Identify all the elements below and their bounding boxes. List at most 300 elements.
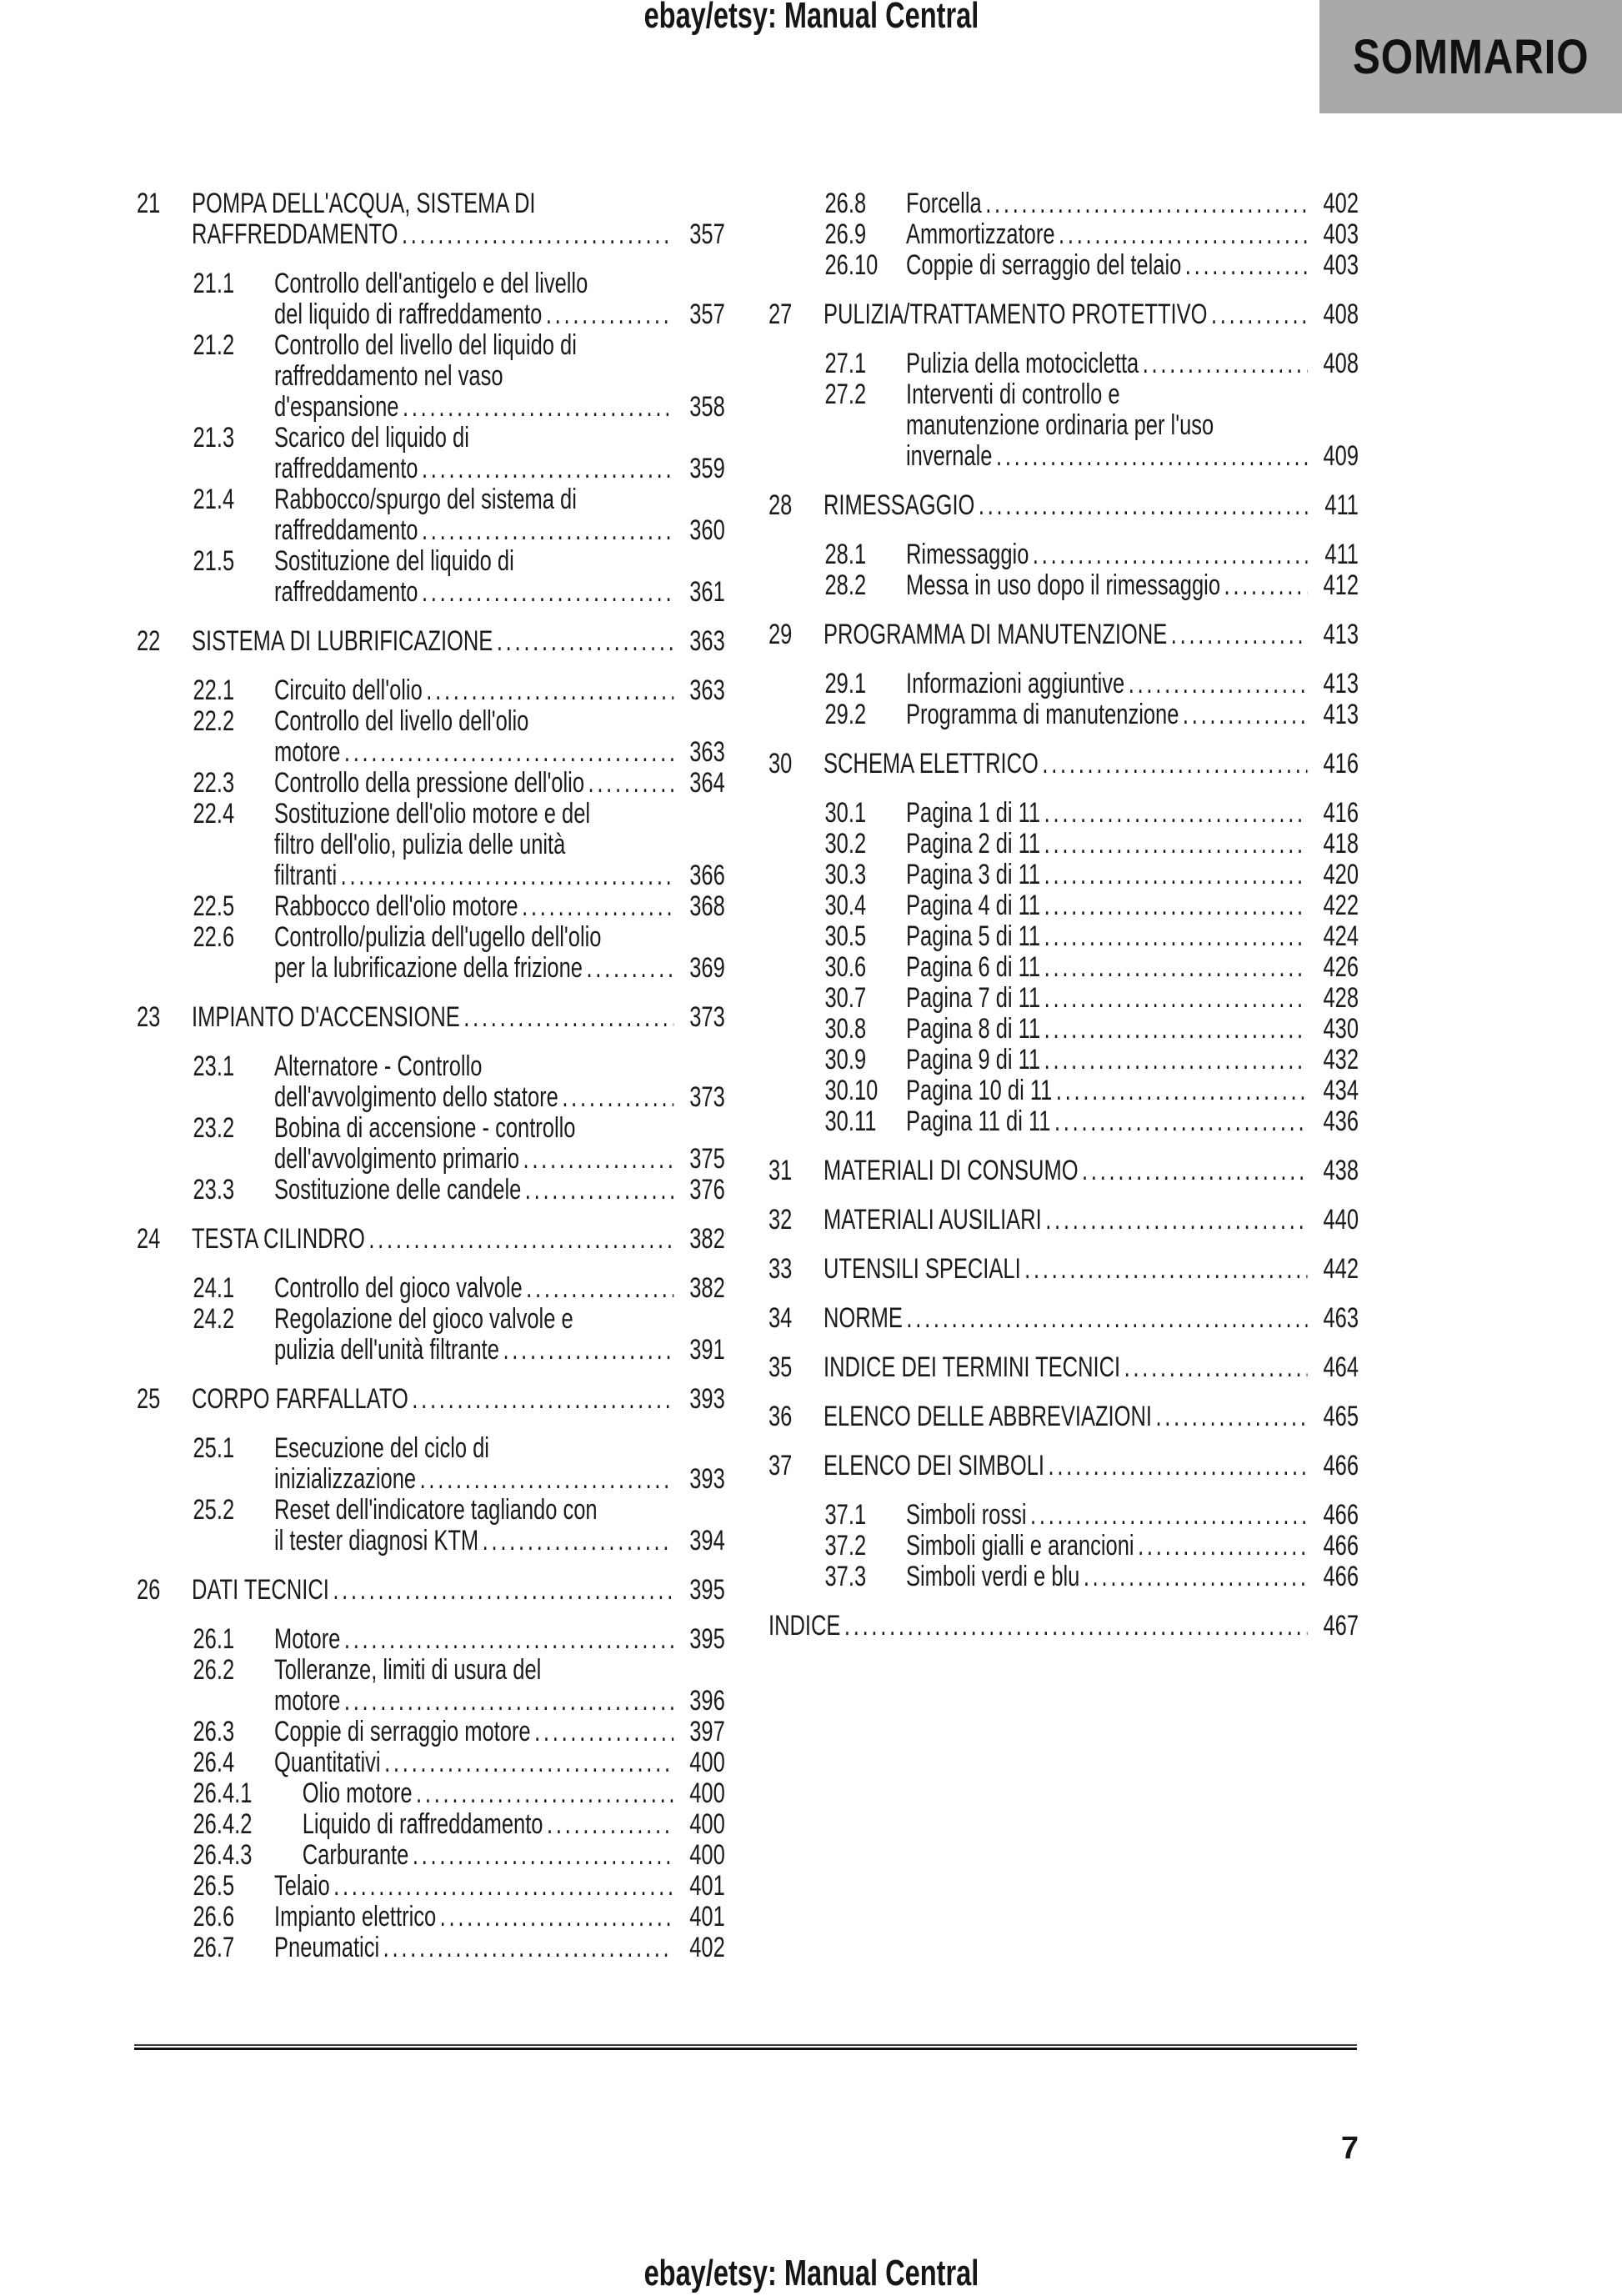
entry-body: [906, 669, 1359, 699]
toc-section-entry: [193, 1655, 725, 1717]
entry-body: [274, 768, 725, 799]
chapter-block: [137, 1224, 725, 1366]
entry-body: [274, 330, 725, 423]
entry-number: 30.3: [824, 859, 867, 890]
dot-leader: [1044, 952, 1308, 983]
entry-title-line: Impianto elettrico: [274, 1901, 437, 1933]
entry-title-line: filtranti: [274, 860, 338, 891]
entry-number: 26.7: [193, 1932, 235, 1963]
entry-title-line: Sostituzione delle candele: [274, 1174, 522, 1206]
dot-leader: [1143, 348, 1308, 379]
entry-title-line: Regolazione del gioco valvole e: [274, 1303, 573, 1335]
dot-leader: [1024, 1254, 1307, 1285]
entry-line: [824, 1451, 1359, 1481]
dot-leader: [1044, 983, 1308, 1014]
entry-body: [274, 1175, 725, 1206]
entry-title-line: Forcella: [906, 188, 982, 219]
entry-line: [192, 626, 725, 657]
dot-leader: [1044, 890, 1308, 921]
entry-line: [906, 669, 1359, 699]
dot-leader: [906, 1303, 1307, 1334]
dot-leader: [463, 1002, 673, 1033]
entry-line: [906, 699, 1359, 730]
entry-body: [906, 829, 1359, 860]
entry-line: [274, 1144, 725, 1175]
entry-number: 30.1: [824, 797, 867, 829]
entry-title-line: Controllo del gioco valvole: [274, 1272, 523, 1304]
entry-body: [274, 891, 725, 922]
page-ref: 413: [1323, 699, 1359, 730]
entry-title-line: manutenzione ordinaria per l'uso: [906, 409, 1214, 441]
toc-chapter-entry: [768, 1611, 1359, 1642]
entry-line: [906, 570, 1359, 601]
entry-title-line: Controllo del livello del liquido di: [274, 329, 577, 361]
entry-line: [274, 922, 725, 953]
header-watermark-text: ebay/etsy: Manual Central: [643, 0, 979, 36]
toc-subsection-entry: [193, 1840, 725, 1871]
entry-body: [906, 1075, 1359, 1106]
dot-leader: [341, 860, 674, 891]
entry-line: [274, 484, 725, 515]
entry-title-line: Pagina 1 di 11: [906, 797, 1041, 829]
entry-body: [824, 1303, 1359, 1334]
entry-body: [906, 860, 1359, 890]
entry-line: [906, 1500, 1359, 1531]
chapter-block: [768, 1451, 1359, 1592]
entry-line: [274, 330, 725, 361]
entry-title-line: INDICE DEI TERMINI TECNICI: [824, 1351, 1121, 1383]
page-ref: 394: [689, 1525, 725, 1557]
entry-number: 30.4: [824, 890, 867, 921]
entry-title-line: Simboli rossi: [906, 1499, 1027, 1531]
entry-title-line: Pagina 4 di 11: [906, 890, 1041, 921]
section-list: [137, 1273, 725, 1366]
page-ref: 359: [689, 453, 725, 484]
toc-chapter-entry: [137, 1575, 725, 1606]
entry-line: [906, 952, 1359, 983]
entry-line: [824, 1352, 1359, 1383]
toc-section-entry: [193, 1175, 725, 1206]
entry-title-line: Esecuzione del ciclo di: [274, 1432, 489, 1464]
page-ref: 438: [1323, 1155, 1359, 1186]
section-list: [768, 188, 1359, 281]
page-ref: 357: [689, 298, 725, 330]
entry-title-line: Pulizia della motocicletta: [906, 348, 1139, 379]
entry-body: [906, 798, 1359, 829]
entry-line: [906, 1106, 1359, 1137]
entry-line: [274, 830, 725, 860]
entry-title-line: pulizia dell'unità filtrante: [274, 1334, 499, 1366]
toc-section-entry: [193, 484, 725, 546]
entry-title-line: ELENCO DELLE ABBREVIAZIONI: [824, 1401, 1152, 1432]
entry-number: 30.11: [824, 1105, 877, 1137]
section-list: [137, 1051, 725, 1206]
entry-number: 22.4: [193, 798, 235, 830]
entry-number: 24.2: [193, 1303, 235, 1335]
entry-title-line: INDICE: [768, 1610, 841, 1642]
page-ref: 396: [689, 1685, 725, 1717]
entry-number: 29: [768, 619, 793, 650]
section-list: [137, 1433, 725, 1557]
entry-number: 26.6: [193, 1901, 235, 1933]
footer-watermark: [0, 2253, 1622, 2294]
entry-line: [274, 268, 725, 299]
chapter-block: [768, 490, 1359, 601]
page-ref: 424: [1323, 920, 1359, 952]
entry-body: [274, 1495, 725, 1557]
entry-number: 23: [137, 1001, 161, 1033]
page-ref: 403: [1323, 249, 1359, 281]
page-ref: 382: [689, 1272, 725, 1304]
page-ref: 400: [689, 1777, 725, 1809]
entry-number: 31: [768, 1155, 793, 1186]
chapter-block: [768, 1303, 1359, 1334]
dot-leader: [333, 1575, 673, 1606]
toc-section-entry: [193, 1113, 725, 1175]
entry-number: 26.4.1: [193, 1777, 253, 1809]
entry-line: [274, 706, 725, 737]
entry-title-line: Coppie di serraggio del telaio: [906, 249, 1182, 281]
page-ref: 369: [689, 952, 725, 984]
page-ref: 400: [689, 1808, 725, 1840]
dot-leader: [1224, 570, 1308, 601]
entry-title-line: Pagina 7 di 11: [906, 982, 1041, 1014]
page-ref: 402: [1323, 188, 1359, 219]
entry-title-line: d'espansione: [274, 391, 399, 423]
entry-line: [824, 749, 1359, 780]
toc-section-entry: [193, 799, 725, 891]
entry-number: 23.1: [193, 1050, 235, 1082]
toc-section-entry: [825, 188, 1359, 219]
entry-title-line: IMPIANTO D'ACCENSIONE: [192, 1001, 460, 1033]
dot-leader: [985, 188, 1307, 219]
entry-title-line: Pagina 8 di 11: [906, 1013, 1041, 1045]
dot-leader: [1044, 829, 1308, 860]
entry-body: [906, 539, 1359, 570]
dot-leader: [1084, 1562, 1308, 1592]
entry-number: 27.1: [824, 348, 867, 379]
entry-line: [906, 890, 1359, 921]
entry-line: [274, 1655, 725, 1686]
entry-line: [824, 1401, 1359, 1432]
toc-chapter-entry: [137, 1384, 725, 1415]
toc-section-entry: [193, 1902, 725, 1933]
entry-line: [906, 1075, 1359, 1106]
toc-section-entry: [193, 1273, 725, 1304]
toc-chapter-entry: [768, 1156, 1359, 1186]
entry-body: [274, 1273, 725, 1304]
entry-line: [906, 829, 1359, 860]
entry-title-line: Scarico del liquido di: [274, 422, 469, 454]
page-ref: 375: [689, 1143, 725, 1175]
entry-title-line: Motore: [274, 1623, 341, 1655]
dot-leader: [1054, 1106, 1308, 1137]
toc-section-entry: [825, 219, 1359, 250]
toc-section-entry: [193, 922, 725, 984]
chapter-block: [137, 1575, 725, 1963]
toc-column-left: [137, 188, 725, 1982]
entry-body: [274, 546, 725, 608]
entry-title-line: inizializzazione: [274, 1463, 417, 1495]
entry-body: [906, 890, 1359, 921]
entry-body: [906, 219, 1359, 250]
entry-title-line: SISTEMA DI LUBRIFICAZIONE: [192, 625, 493, 657]
entry-number: 28.2: [824, 569, 867, 601]
dot-leader: [1044, 860, 1308, 890]
toc-section-entry: [193, 1871, 725, 1902]
entry-title-line: RIMESSAGGIO: [824, 489, 975, 521]
toc-section-entry: [193, 675, 725, 706]
entry-line: [824, 490, 1359, 521]
dot-leader: [525, 1175, 673, 1206]
entry-line: [192, 1384, 725, 1415]
entry-line: [906, 1562, 1359, 1592]
toc-section-entry: [825, 699, 1359, 730]
chapter-block: [137, 188, 725, 608]
page-ref: 402: [689, 1932, 725, 1963]
entry-body: [192, 1575, 725, 1606]
entry-body: [274, 268, 725, 330]
entry-line: [274, 1335, 725, 1366]
toc-chapter-entry: [768, 619, 1359, 650]
page-ref: 373: [689, 1001, 725, 1033]
toc-section-entry: [193, 1624, 725, 1655]
entry-number: 22: [137, 625, 161, 657]
entry-number: 22.3: [193, 767, 235, 799]
page-ref: 400: [689, 1839, 725, 1871]
page-ref: 413: [1323, 668, 1359, 699]
entry-title-line: Informazioni aggiuntive: [906, 668, 1125, 699]
entry-body: [274, 484, 725, 546]
entry-title-line: RAFFREDDAMENTO: [192, 218, 398, 250]
entry-title-line: Simboli gialli e arancioni: [906, 1530, 1134, 1562]
toc-section-entry: [193, 891, 725, 922]
section-list: [137, 1624, 725, 1963]
toc-section-entry: [825, 1562, 1359, 1592]
entry-body: [824, 299, 1359, 330]
entry-line: [906, 250, 1359, 281]
entry-body: [274, 1717, 725, 1747]
toc-section-entry: [193, 546, 725, 608]
dot-leader: [1171, 619, 1308, 650]
entry-line: [192, 219, 725, 250]
dot-leader: [368, 1224, 673, 1255]
page-ref: 400: [689, 1747, 725, 1778]
entry-body: [192, 188, 725, 250]
entry-number: 30.6: [824, 951, 867, 983]
page-ref: 397: [689, 1716, 725, 1747]
entry-body: [274, 675, 725, 706]
entry-number: 37.1: [824, 1499, 867, 1531]
section-list: [768, 539, 1359, 601]
toc-chapter-entry: [768, 490, 1359, 521]
entry-number: 21.2: [193, 329, 235, 361]
page-ref: 382: [689, 1223, 725, 1255]
entry-line: [274, 1175, 725, 1206]
chapter-block: [768, 1352, 1359, 1383]
entry-body: [906, 983, 1359, 1014]
entry-number: 30: [768, 748, 793, 780]
entry-number: 21.1: [193, 268, 235, 299]
page-ref: 376: [689, 1174, 725, 1206]
entry-title-line: Ammortizzatore: [906, 218, 1055, 250]
footer-watermark-text: ebay/etsy: Manual Central: [643, 2253, 979, 2293]
entry-number: 21.3: [193, 422, 235, 454]
toc-section-entry: [193, 1717, 725, 1747]
entry-title-line: Telaio: [274, 1870, 330, 1902]
dot-leader: [1138, 1531, 1307, 1562]
toc-section-entry: [193, 706, 725, 768]
entry-line: [274, 1433, 725, 1464]
entry-number: 36: [768, 1401, 793, 1432]
entry-number: 26.5: [193, 1870, 235, 1902]
dot-leader: [420, 1464, 674, 1495]
entry-number: 35: [768, 1351, 793, 1383]
entry-number: 34: [768, 1302, 793, 1334]
entry-number: 22.5: [193, 890, 235, 922]
entry-title-line: SCHEMA ELETTRICO: [824, 748, 1039, 780]
dot-leader: [562, 1082, 673, 1113]
dot-leader: [588, 768, 674, 799]
page-ref: 418: [1323, 828, 1359, 860]
dot-leader: [1044, 1045, 1308, 1075]
entry-number: 24.1: [193, 1272, 235, 1304]
chapter-block: [768, 1156, 1359, 1186]
entry-title-line: Liquido di raffreddamento: [302, 1808, 543, 1840]
entry-line: [274, 737, 725, 768]
entry-line: [303, 1840, 725, 1871]
toc-section-entry: [193, 1747, 725, 1778]
entry-title-line: il tester diagnosi KTM: [274, 1525, 479, 1557]
toc-chapter-entry: [768, 1352, 1359, 1383]
toc-chapter-entry: [137, 626, 725, 657]
entry-number: 26.10: [824, 249, 879, 281]
entry-body: [824, 1451, 1359, 1481]
entry-line: [274, 675, 725, 706]
page-number: 7: [1340, 2131, 1359, 2166]
page-ref: 408: [1323, 298, 1359, 330]
entry-line: [906, 441, 1359, 472]
dot-leader: [1044, 1014, 1308, 1045]
entry-number: 22.2: [193, 705, 235, 737]
entry-title-line: Pagina 9 di 11: [906, 1044, 1041, 1075]
entry-title-line: del liquido di raffreddamento: [274, 298, 543, 330]
entry-line: [274, 1871, 725, 1902]
entry-body: [274, 1933, 725, 1963]
toc-chapter-entry: [137, 188, 725, 250]
entry-line: [274, 1495, 725, 1526]
dot-leader: [422, 515, 673, 546]
page-ref: 420: [1323, 859, 1359, 890]
dot-leader: [1124, 1352, 1308, 1383]
entry-body: [274, 1747, 725, 1778]
dot-leader: [546, 299, 673, 330]
entry-body: [303, 1778, 725, 1809]
entry-line: [274, 392, 725, 423]
page-ref: 466: [1323, 1530, 1359, 1562]
entry-number: 26.4: [193, 1747, 235, 1778]
entry-line: [192, 188, 725, 219]
entry-body: [906, 570, 1359, 601]
page-ref: 422: [1323, 890, 1359, 921]
page-ref: 440: [1323, 1204, 1359, 1236]
entry-body: [274, 706, 725, 768]
entry-title-line: Controllo del livello dell'olio: [274, 705, 529, 737]
entry-body: [274, 1902, 725, 1933]
entry-title-line: Programma di manutenzione: [906, 699, 1179, 730]
entry-title-line: Controllo dell'antigelo e del livello: [274, 268, 588, 299]
entry-number: 33: [768, 1253, 793, 1285]
dot-leader: [440, 1902, 674, 1933]
entry-number: 24: [137, 1223, 161, 1255]
entry-title-line: Rimessaggio: [906, 539, 1029, 570]
entry-number: 30.8: [824, 1013, 867, 1045]
page-ref: 358: [689, 391, 725, 423]
toc-section-entry: [193, 330, 725, 423]
entry-body: [824, 1205, 1359, 1236]
entry-number: 26.1: [193, 1623, 235, 1655]
entry-body: [824, 1254, 1359, 1285]
entry-line: [274, 577, 725, 608]
entry-number: 22.6: [193, 921, 235, 953]
entry-line: [274, 546, 725, 577]
entry-title-line: Pagina 6 di 11: [906, 951, 1041, 983]
dot-leader: [344, 737, 673, 768]
toc-section-entry: [825, 1500, 1359, 1531]
page-ref: 412: [1323, 569, 1359, 601]
entry-title-line: Rabbocco/spurgo del sistema di: [274, 484, 577, 515]
section-list: [137, 675, 725, 984]
sommario-label: SOMMARIO: [1352, 29, 1589, 84]
toc-section-entry: [825, 539, 1359, 570]
entry-line: [274, 454, 725, 484]
entry-body: [303, 1840, 725, 1871]
entry-line: [274, 768, 725, 799]
entry-title-line: DATI TECNICI: [192, 1574, 329, 1606]
entry-line: [768, 1611, 1359, 1642]
page-ref: 366: [689, 860, 725, 891]
dot-leader: [1033, 539, 1308, 570]
entry-body: [906, 699, 1359, 730]
entry-line: [906, 798, 1359, 829]
toc-chapter-entry: [768, 1303, 1359, 1334]
entry-body: [192, 626, 725, 657]
page-ref: 393: [689, 1383, 725, 1415]
page-ref: 428: [1323, 982, 1359, 1014]
dot-leader: [1059, 219, 1307, 250]
entry-title-line: motore: [274, 1685, 341, 1717]
dot-leader: [1048, 1451, 1307, 1481]
toc-section-entry: [825, 860, 1359, 890]
dot-leader: [534, 1717, 673, 1747]
entry-title-line: MATERIALI AUSILIARI: [824, 1204, 1042, 1236]
entry-line: [906, 1045, 1359, 1075]
entry-line: [192, 1224, 725, 1255]
entry-title-line: ELENCO DEI SIMBOLI: [824, 1450, 1044, 1481]
dot-leader: [1211, 299, 1308, 330]
entry-number: 29.1: [824, 668, 867, 699]
toc-section-entry: [193, 268, 725, 330]
page-ref: 395: [689, 1623, 725, 1655]
entry-line: [906, 348, 1359, 379]
entry-title-line: CORPO FARFALLATO: [192, 1383, 408, 1415]
page-ref: 436: [1323, 1105, 1359, 1137]
entry-line: [303, 1778, 725, 1809]
section-list: [768, 348, 1359, 472]
entry-body: [906, 1014, 1359, 1045]
entry-number: 27.2: [824, 378, 867, 410]
entry-number: 25.2: [193, 1494, 235, 1526]
